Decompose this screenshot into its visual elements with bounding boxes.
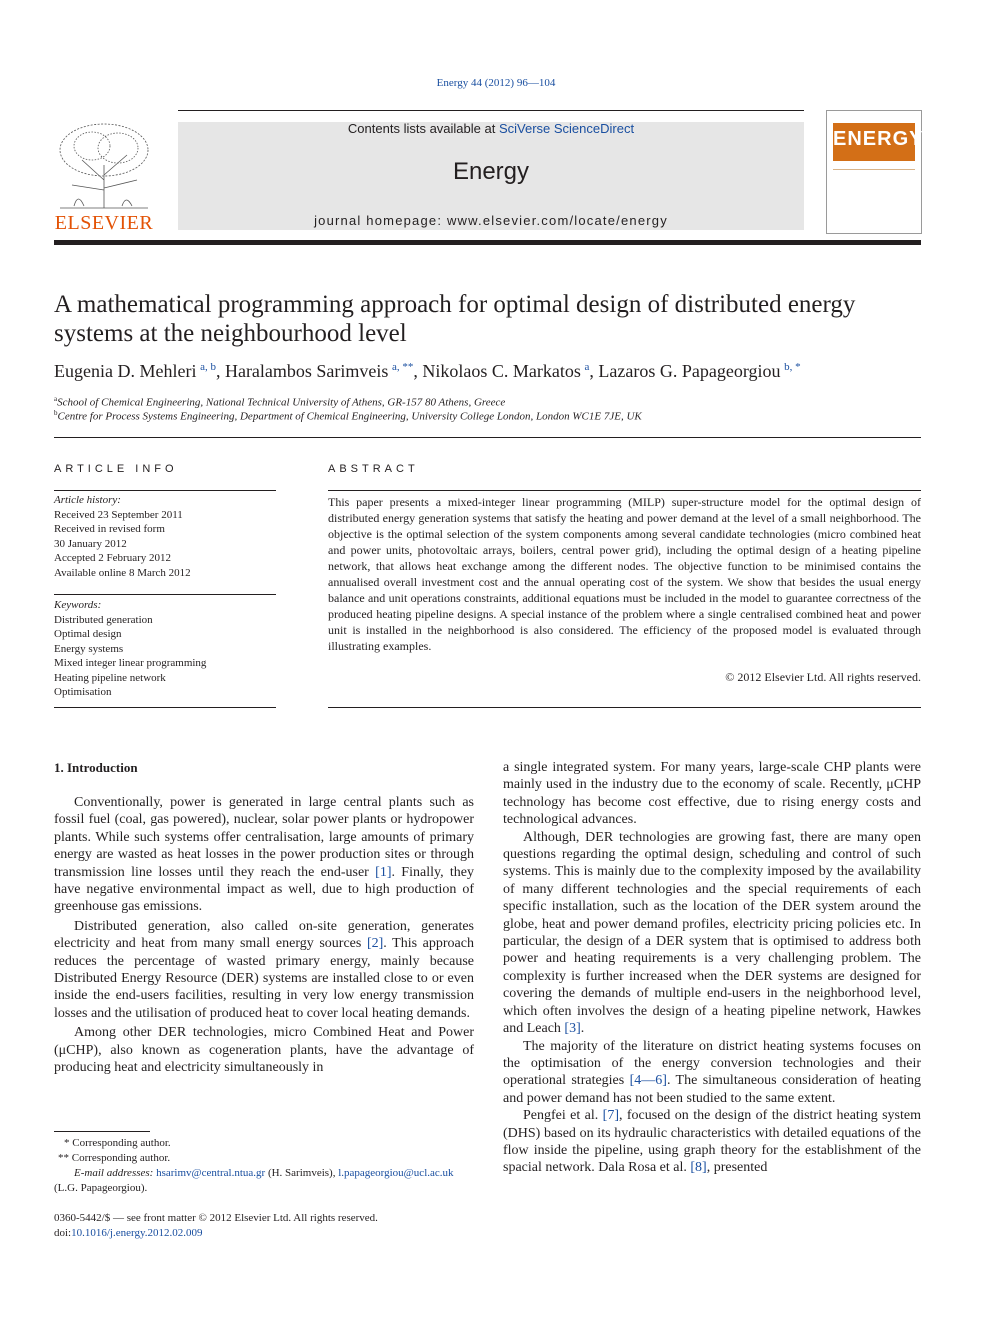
footnote-emails: E-mail addresses: hsarimv@central.ntua.gr (H. Sarimveis), l.papageorgiou@ucl.ac.uk (L.G. Papageorgiou). <box>54 1167 454 1194</box>
cover-divider <box>833 169 915 170</box>
journal-citation[interactable]: Energy 44 (2012) 96—104 <box>436 77 556 89</box>
paragraph: Conventionally, power is generated in large central plants such as fossil fuel (coal, gas powered), nuclear, solar power plants or hydropower plants. While such systems offer centralisation, large amounts of primary energy are wasted as heat losses in the power production sites or through transmission line losses until they reach the end-user [1]. Finally, they have negative environmental impact as well, due to high production of greenhouse gas emissions. <box>54 795 474 915</box>
email-link[interactable]: hsarimv@central.ntua.gr <box>156 1167 266 1179</box>
author: Haralambos Sarimveis $^{a, **}$, <box>224 361 423 381</box>
paragraph: Among other DER technologies, micro Combined Heat and Power (μCHP), also known as cogeneration plants, have the advantage of producing heat and electricity simultaneously in <box>54 1025 474 1076</box>
paragraph: The majority of the literature on district heating systems focuses on the optimisation of the energy conversion technologies and their operational strategies [4—6]. The simultaneous consideration of heating and power demand has not been studied to the same extent. <box>503 1038 922 1106</box>
keyword: Optimisation <box>54 686 112 698</box>
keywords-label: Keywords: <box>54 599 102 611</box>
history-item: Accepted 2 February 2012 <box>54 552 171 564</box>
keywords-rule <box>54 594 276 595</box>
article-title: A mathematical programming approach for optimal design of distributed energy systems at the neighbourhood level <box>54 291 856 347</box>
author-affiliation-marker[interactable]: a, ** <box>392 361 414 373</box>
title-block-rule <box>54 437 921 438</box>
header-top-rule <box>178 110 804 111</box>
body-left-column <box>54 794 474 1077</box>
reference-link[interactable]: [2] <box>366 936 384 952</box>
paragraph: Pengfei et al. [7], focused on the design of the district heating system (DHS) based on its hydraulic characteristics with detailed equations of the flow inside the pipeline, using graph theory for the establishment of the spacial network. Dala Rosa et al. [8], presented <box>503 1108 921 1176</box>
author: Eugenia D. Mehleri $^{a, b}$, <box>54 361 225 381</box>
email-link[interactable]: l.papageorgiou@ucl.ac.uk <box>338 1167 454 1179</box>
author: Nikolaos C. Markatos $^a$, <box>422 361 599 381</box>
reference-link[interactable]: [1] <box>375 864 392 880</box>
abstract-copyright: © 2012 Elsevier Ltd. All rights reserved. <box>725 670 921 684</box>
sciencedirect-link[interactable]: SciVerse ScienceDirect <box>498 121 635 136</box>
journal-name: Energy <box>452 158 530 185</box>
affiliation-a: $^a$School of Chemical Engineering, National Technical University of Athens, GR-157 80 Athens, Greece <box>54 395 506 409</box>
history-label: Article history: <box>54 494 121 506</box>
abstract-text: This paper presents a mixed-integer linear programming (MILP) super-structure model for the optimal design of distributed energy generation systems that satisfy the heating and power demand at the level of a small neighborhood. The objective is the optimal selection of the system components among several candidate technologies (micro combined heat and power units, photovoltaic arrays, boilers, central power grid), including the optimal design of a heating pipeline network, that allows heat exchange among the different nodes. The objective function to be minimised contains the annualised overall investment cost and the annual operating cost of the system. We show that besides the usual energy balance and unit operations constraints, additional equations must be included in the model to guarantee correctness of the produced heating pipeline designs. A special instance of the problem where a single centralised combined heat and power unit is installed in the neighborhood is also considered. The efficiency of the proposed model is evaluated through illustrating examples. <box>328 495 921 653</box>
author-affiliation-marker[interactable]: a, b <box>200 361 216 373</box>
footnote-corresponding-1: * Corresponding author. <box>64 1137 171 1149</box>
abstract-heading: ABSTRACT <box>328 463 419 475</box>
paragraph: Distributed generation, also called on-site generation, generates electricity and heat from many small energy sources [2]. This approach reduces the percentage of wasted primary energy, mainly because Distributed Energy Resource (DER) systems are installed close to or even inside the end-users facilities, resulting in very low energy transmission losses and the utilisation of produced heat to cover local heating demands. <box>54 918 474 1021</box>
history-item: Available online 8 March 2012 <box>54 566 191 579</box>
history-item: Received in revised form <box>54 523 165 535</box>
body-right-column <box>503 759 921 1177</box>
issn-line: 0360-5442/$ — see front matter © 2012 Elsevier Ltd. All rights reserved. <box>54 1212 378 1224</box>
section-heading-introduction: 1. Introduction <box>54 760 138 775</box>
footnote-rule <box>54 1131 150 1132</box>
doi-line: doi:10.1016/j.energy.2012.02.009 <box>54 1227 203 1239</box>
contents-line <box>178 121 804 136</box>
author: Lazaros G. Papageorgiou $^{b, *}$ <box>598 361 801 381</box>
history-item: 30 January 2012 <box>54 537 127 550</box>
keyword: Optimal design <box>54 628 122 640</box>
abstract-bottom-rule <box>328 707 921 708</box>
article-info-rule <box>54 490 276 491</box>
keyword: Distributed generation <box>54 613 153 626</box>
keywords <box>54 598 276 700</box>
article-info-heading: ARTICLE INFO <box>54 463 178 475</box>
article-info-bottom-rule <box>54 707 276 708</box>
reference-link[interactable]: [3] <box>564 1021 581 1037</box>
paragraph: a single integrated system. For many years, large-scale CHP plants were mainly used in the industry due to the economy of scale. Recently, μCHP technology has become cost effective, due to rising energy costs and technological advances. <box>503 760 921 828</box>
journal-cover-thumbnail[interactable] <box>826 110 922 234</box>
paragraph: Although, DER technologies are growing fast, there are many open questions regarding the optimal design, scheduling and control of such systems. This is mainly due to the complexity imposed by the availability of many different technologies and the special requirements of each specific installation, such as the location of the DER system around the globe, heat and power demand profiles, electricity pricing policies etc. In particular, the design of a DER system that is optimised to address both power and heating requirements is a very challenging problem. The complexity is further increased when the DER systems are designed for covering the demands of multiple end-users in the neighborhood level, which often involves the design of a heating pipeline network, Hawkes and Leach [3]. <box>503 829 921 1037</box>
author-list <box>54 361 924 382</box>
doi-link[interactable]: 10.1016/j.energy.2012.02.009 <box>71 1227 203 1239</box>
header-bottom-rule <box>54 240 921 245</box>
reference-link[interactable]: [4—6] <box>629 1073 667 1089</box>
author-affiliation-marker[interactable]: b, * <box>784 361 801 373</box>
elsevier-wordmark: ELSEVIER <box>54 212 154 234</box>
cover-title: ENERGY <box>833 128 924 150</box>
footnote-corresponding-2: ** Corresponding author. <box>58 1152 171 1164</box>
keyword: Mixed integer linear programming <box>54 657 207 669</box>
email-label: E-mail addresses: <box>74 1167 154 1179</box>
author-affiliation-marker[interactable]: a <box>584 361 590 373</box>
history-item: Received 23 September 2011 <box>54 508 183 521</box>
affiliation-b: $^b$Centre for Process Systems Engineering, Department of Chemical Engineering, University College London, London WC1E 7JE, UK <box>54 409 642 423</box>
abstract-rule <box>328 490 921 491</box>
contents-prefix: Contents lists available at <box>347 121 499 136</box>
keyword: Energy systems <box>54 642 124 655</box>
reference-link[interactable]: [7] <box>602 1108 619 1124</box>
journal-homepage[interactable]: journal homepage: www.elsevier.com/locate/energy <box>314 213 668 228</box>
reference-link[interactable]: [8] <box>690 1160 707 1176</box>
keyword: Heating pipeline network <box>54 671 166 684</box>
article-history <box>54 493 276 580</box>
